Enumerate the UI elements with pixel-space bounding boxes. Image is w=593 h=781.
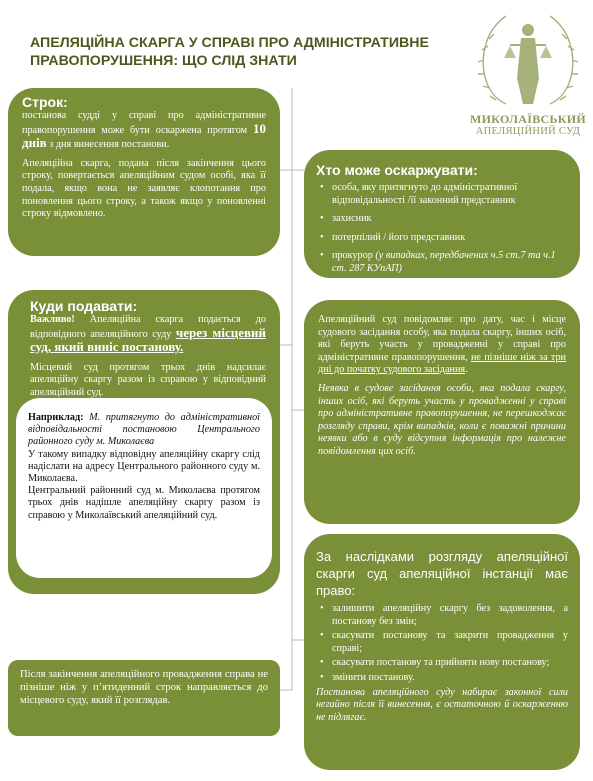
example-paragraph-3: Центральний районний суд м. Миколаєва протягом трьох днів надішле апеляційну скаргу разом із справою у Миколаївський апеляційний суд.: [28, 485, 260, 521]
who-item: • потерпілий / його представник: [316, 232, 568, 245]
where-heading: Куди подавати:: [30, 298, 138, 314]
result-item: • скасувати постанову та закрити провадження у справі;: [316, 630, 568, 655]
term-days: 10 днів: [22, 120, 266, 151]
who-item: • захисник: [316, 213, 568, 226]
who-item: • особа, яку притягнуто до адміністративної відповідальності /її законний представник: [316, 182, 568, 207]
who-can-appeal-box: [304, 150, 580, 278]
who-item-prosecutor: • прокурор (у випадках, передбачених ч.5 ст.7 та ч.1 ст. 287 КУпАП): [316, 250, 568, 275]
where-paragraph-2: Місцевий суд протягом трьох днів надсилає апеляційну скаргу разом із справою у відповідний апеляційний суд.: [30, 361, 266, 398]
notify-paragraph-2: Неявка в судове засідання особи, яка подала скаргу, інших осіб, які беруть участь у провадженні у справі про адміністративне правопорушення, не перешкоджає розгляду справи, крім випадків, коли є поважні причини неявки або в суду відсутня інформація про належне повідомлення цих осіб.: [318, 382, 566, 457]
result-item: • залишити апеляційну скаргу без задоволення, а постанову без змін;: [316, 603, 568, 628]
return-text: Після закінчення апеляційного провадження справа не пізніше ніж у п’ятиденний строк направляється до місцевого суду, який її розглядав.: [20, 669, 268, 706]
result-item: • скасувати постанову та прийняти нову постанову;: [316, 657, 568, 670]
example-box: [16, 398, 272, 578]
where-to-file-box: [8, 290, 280, 594]
page-title: АПЕЛЯЦІЙНА СКАРГА У СПРАВІ ПРО АДМІНІСТРАТИВНЕ ПРАВОПОРУШЕННЯ: ЩО СЛІД ЗНАТИ: [30, 35, 429, 69]
appeal-result-box: [304, 534, 580, 770]
who-list: [316, 182, 568, 276]
term-paragraph-2: Апеляційна скарга, подана після закінчення цього строку, повертається апеляційним судом особі, яка її подала, якщо вона не заявляє клопотання про поновлення цього строку, а також якщо у поновленні строку відмовлено.: [22, 157, 266, 220]
notification-box: [304, 300, 580, 524]
example-intro: Наприклад: М. притягнуто до адміністративної відповідальності постановою Центрального районного суду м. Миколаєва: [28, 412, 260, 448]
case-return-box: [8, 660, 280, 736]
result-intro: За наслідками розгляду апеляційної скарги суд апеляційної інстанції має право:: [316, 549, 568, 598]
court-logo-subtitle: АПЕЛЯЦІЙНИЙ СУД: [475, 126, 581, 137]
who-heading: Хто може оскаржувати:: [316, 162, 478, 178]
court-logo-name: МИКОЛАЇВСЬКИЙ: [470, 112, 586, 126]
example-paragraph-2: У такому випадку відповідну апеляційну скаргу слід надіслати на адресу Центрального районного суду м. Миколаєва.: [28, 448, 260, 485]
result-list: [316, 603, 568, 685]
result-note: Постанова апеляційного суду набирає законної сили негайно після її винесення, є остаточною й оскарженню не підлягає.: [316, 686, 568, 723]
notify-paragraph-1: Апеляційний суд повідомляє про дату, час і місце судового засідання особу, яка подала скаргу, інших осіб, які беруть участь у провадженні у справі про адміністративне правопорушення, не пізніше ніж за три дні до початку судового засідання.: [318, 314, 567, 376]
result-item: • змінити постанову.: [316, 672, 568, 685]
term-paragraph-1: постанова судді у справі про адміністративне правопорушення може бути оскаржена протягом 10 днів з дня винесення постанови.: [22, 110, 266, 151]
term-heading: Строк:: [22, 94, 68, 110]
where-important: Важливо! Апеляційна скарга подається до відповідного апеляційного суду через місцевий суд, який виніс постанову.: [30, 314, 266, 355]
term-box: [8, 88, 280, 256]
